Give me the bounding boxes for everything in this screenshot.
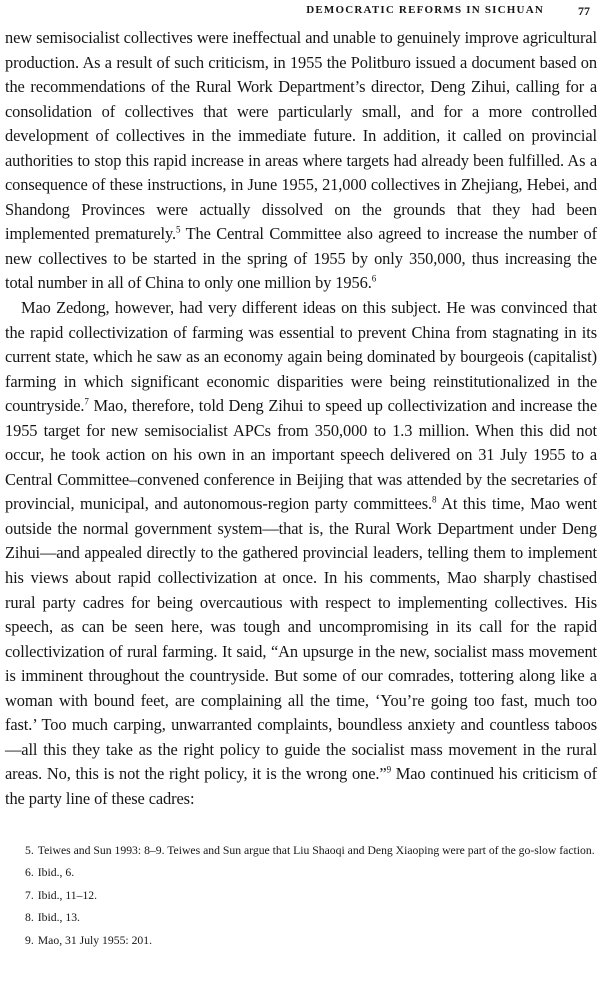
footnote-reference[interactable]: 7	[84, 396, 89, 407]
footnote-reference[interactable]: 6	[371, 274, 377, 284]
footnote-text: Ibid., 11–12.	[37, 888, 98, 902]
footnote-reference[interactable]: 5	[176, 224, 181, 235]
paragraph-text: Mao Zedong, however, had very different ideas on this subject. He was convinced that the rapid collectivization of farming was essential to prevent China from stagnating in its current state, which he saw as an economy again being dominated by bourgeois (capitalist) farming in which significant economic disparities were being reinstitutionalized in the countryside.	[5, 298, 597, 416]
body-text	[5, 26, 597, 812]
footnote-number: 9.	[25, 933, 34, 947]
footnotes	[5, 840, 597, 952]
running-head-title: DEMOCRATIC REFORMS IN SICHUAN	[306, 4, 544, 16]
page-number: 77	[578, 4, 590, 18]
paragraph-text: At this time, Mao went outside the normal government system—that is, the Rural Work Department under Deng Zihui—and appealed directly to the gathered provincial leaders, telling them to implement his views about rapid collectivization at once. In his comments, Mao sharply chastised rural party cadres for being overcautious with respect to implementing collectives. His speech, as can be seen here, was tough and uncompromising in its call for the rapid collectivization of rural farming. It said, “An upsurge in the new, socialist mass movement is imminent throughout the countryside. But some of our comrades, tottering along like a woman with bound feet, are complaining all the time, ‘You’re going too fast, much too fast.’ Too much carping, unwarranted complaints, boundless anxiety and countless taboos—all this they take as the right policy to guide the socialist mass movement in the rural areas. No, this is not the right policy, it is the wrong one.”	[5, 494, 597, 784]
paragraph-text: Mao continued his criticism of the party line of these cadres:	[5, 764, 597, 808]
footnote-number: 7.	[25, 888, 34, 902]
footnote-number: 5.	[25, 844, 34, 857]
paragraph-text: Mao, therefore, told Deng Zihui to speed up collectivization and increase the 1955 target for new semisocialist APCs from 350,000 to 1.3 million. When this did not occur, he took action on his own in an important speech delivered on 31 July 1955 to a Central Committee–convened conference in Beijing that was attended by the secretaries of provincial, municipal, and autonomous-region party committees.	[5, 396, 597, 514]
footnote	[5, 840, 597, 862]
footnote-text: Ibid., 13.	[37, 911, 80, 925]
paragraph-text: new semisocialist collectives were ineffectual and unable to genuinely improve agricultural production. As a result of such criticism, in 1955 the Politburo issued a document based on the recommendations of the Rural Work Department’s director, Deng Zihui, calling for a consolidation of collectives that were particularly small, and for a more controlled development of collectives in the immediate future. In addition, it called on provincial authorities to stop this rapid increase in areas where targets had already been fulfilled. As a consequence of these instructions, in June 1955, 21,000 collectives in Zhejiang, Hebei, and Shandong Provinces were actually dissolved on the grounds that they had been implemented prematurely.	[5, 28, 597, 244]
footnote	[5, 930, 597, 952]
footnote-text: Mao, 31 July 1955: 201.	[37, 933, 153, 947]
footnote-number: 6.	[25, 866, 34, 880]
footnote	[5, 885, 597, 907]
body-paragraph	[5, 296, 597, 811]
footnote-reference[interactable]: 9	[386, 764, 391, 775]
footnote	[5, 907, 597, 929]
footnote-text: Ibid., 6.	[37, 866, 75, 880]
footnote-text: Teiwes and Sun 1993: 8–9. Teiwes and Sun argue that Liu Shaoqi and Deng Xiaoping were part of the go-slow faction.	[37, 844, 595, 857]
body-paragraph	[5, 26, 597, 296]
footnote-reference[interactable]: 8	[432, 494, 437, 505]
footnote	[5, 862, 597, 884]
paragraph-text: The Central Committee also agreed to increase the number of new collectives to be started in the spring of 1955 by only 350,000, thus increasing the total number in all of China to only one million by 1956.	[5, 224, 597, 293]
running-head	[0, 4, 600, 20]
footnote-number: 8.	[25, 911, 34, 925]
